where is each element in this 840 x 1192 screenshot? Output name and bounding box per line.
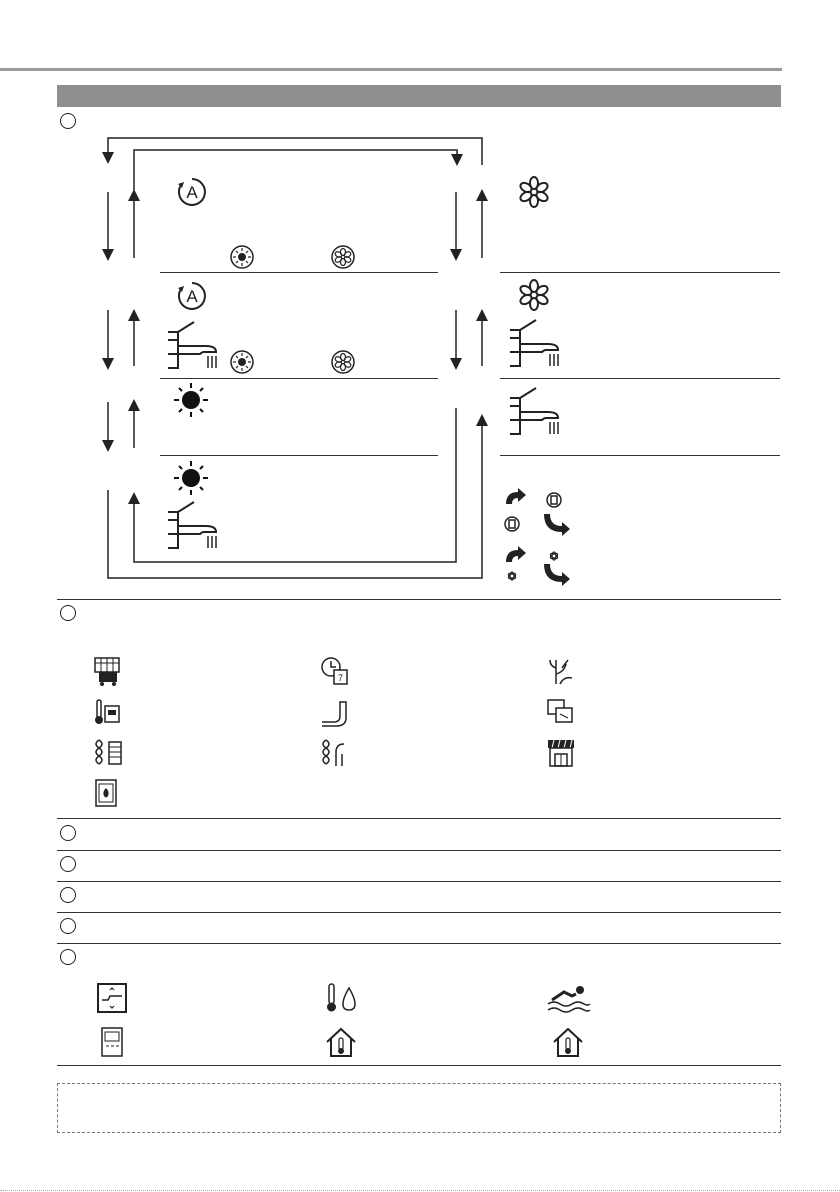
- house-temp-icon: [325, 1026, 357, 1058]
- section-divider: [57, 881, 781, 882]
- shop-icon: [546, 738, 576, 768]
- controller-icon: [96, 1026, 128, 1058]
- sun-icon: [173, 382, 209, 418]
- faucet-icon: [508, 384, 562, 436]
- boiler-icon: [93, 778, 123, 808]
- section-marker-7: [60, 949, 76, 965]
- hysteresis-icon: [96, 982, 128, 1014]
- cool-small-icon: [330, 349, 356, 375]
- pipe-icon: [320, 698, 350, 728]
- snowflake-icon: [516, 174, 552, 210]
- note-box: [57, 1083, 781, 1133]
- switch-arrows-icon: [500, 488, 580, 588]
- section-divider: [57, 943, 781, 944]
- sun-icon: [173, 460, 209, 496]
- schedule-icon: [93, 656, 123, 686]
- heat-coil-icon: [93, 738, 123, 768]
- heat-small-icon: [229, 244, 255, 270]
- section-marker-3: [60, 825, 76, 841]
- section-marker-4: [60, 856, 76, 872]
- auto-mode-icon: [176, 176, 208, 208]
- faucet-icon: [508, 316, 562, 368]
- thermometer-display-icon: [93, 698, 123, 728]
- heat-small-icon: [229, 349, 255, 375]
- screen-copy-icon: [546, 698, 576, 728]
- svg-text:A: A: [186, 183, 198, 202]
- section-divider: [57, 912, 781, 913]
- section-divider: [57, 1065, 781, 1066]
- swimmer-icon: [546, 982, 590, 1014]
- faucet-icon: [166, 498, 220, 550]
- section-marker-5: [60, 887, 76, 903]
- plant-icon: [546, 656, 576, 686]
- cool-small-icon: [330, 244, 356, 270]
- clock-calendar-icon: [320, 656, 350, 686]
- section-divider: [57, 818, 781, 819]
- section-divider: [57, 850, 781, 851]
- snowflake-icon: [516, 277, 552, 313]
- section-marker-6: [60, 918, 76, 934]
- section-marker-2: [60, 605, 76, 621]
- faucet-icon: [166, 318, 220, 370]
- temp-drop-icon: [325, 982, 361, 1014]
- auto-mode-icon: [176, 280, 208, 312]
- svg-text:A: A: [186, 287, 198, 306]
- svg-text:7: 7: [337, 673, 344, 683]
- house-temp-icon-2: [552, 1026, 584, 1058]
- coil-flow-icon: [320, 738, 350, 768]
